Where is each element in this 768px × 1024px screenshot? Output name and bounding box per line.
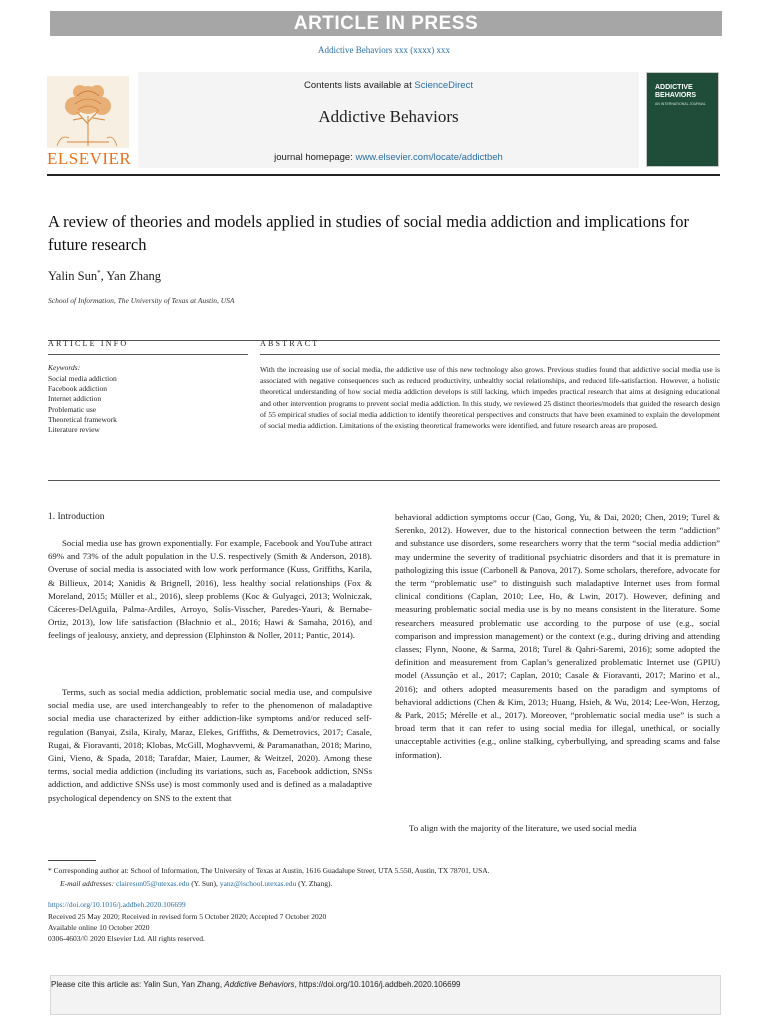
- homepage-line: [138, 152, 639, 163]
- email-line: [48, 878, 728, 889]
- author-separator: ,: [100, 269, 107, 284]
- abstract-bottom-rule: [48, 480, 720, 481]
- section-heading-introduction: 1. Introduction: [48, 512, 105, 522]
- citation-prefix: Please cite this article as: Yalin Sun, Yan Zhang,: [51, 980, 225, 989]
- article-in-press-banner: ARTICLE IN PRESS: [50, 11, 722, 36]
- author-list: [48, 269, 161, 284]
- citation-journal: Addictive Behaviors: [224, 980, 295, 989]
- article-info-rule: [48, 354, 248, 355]
- homepage-link[interactable]: www.elsevier.com/locate/addictbeh: [355, 152, 503, 163]
- header-divider: [47, 174, 720, 176]
- email-owner: (Y. Sun),: [189, 879, 220, 888]
- keyword: Facebook addiction: [48, 384, 107, 394]
- footnote-rule: [48, 860, 96, 861]
- contents-line: [138, 80, 639, 91]
- journal-header: [138, 72, 639, 168]
- citation-box: [50, 975, 721, 1015]
- abstract-text: With the increasing use of social media, the addictive use of this new technology also grows. Previous studies found that addictive social media use is associated with negative consequences such as reduced productivity, unhealthy social relationships, and reduced life-satisfaction. However, a holistic theoretical understanding of how social media addiction develops is still lacking, which impedes practical research that aims at designing educational and other intervention programs to prevent social media addiction. In this study, we reviewed 25 distinct theories/models that guided the research design of 55 empirical studies of social media addiction to identify theoretical perspectives and constructs that have been examined to explain the development of social media addiction. Limitations of the existing theoretical frameworks were identified, and future research areas are proposed.: [260, 365, 720, 431]
- journal-reference[interactable]: Addictive Behaviors xxx (xxxx) xxx: [318, 45, 450, 55]
- copyright-line: 0306-4603/© 2020 Elsevier Ltd. All rights reserved.: [48, 934, 205, 943]
- email-label: E-mail addresses:: [60, 879, 116, 888]
- elsevier-logo[interactable]: [47, 76, 132, 168]
- received-dates: Received 25 May 2020; Received in revised form 5 October 2020; Accepted 7 October 2020: [48, 912, 327, 921]
- doi-link[interactable]: https://doi.org/10.1016/j.addbeh.2020.106699: [48, 900, 186, 909]
- email-link[interactable]: yanz@ischool.utexas.edu: [219, 879, 297, 888]
- citation-doi[interactable]: , https://doi.org/10.1016/j.addbeh.2020.106699: [294, 980, 461, 989]
- keyword: Problematic use: [48, 404, 97, 414]
- author-name[interactable]: Yalin Sun: [48, 269, 98, 284]
- homepage-prefix: journal homepage:: [274, 152, 356, 163]
- keywords-label: Keywords:: [48, 363, 81, 372]
- elsevier-wordmark: ELSEVIER: [47, 149, 132, 168]
- abstract-heading: ABSTRACT: [260, 339, 320, 348]
- paper-title: A review of theories and models applied in studies of social media addiction and implications for future research: [48, 212, 690, 254]
- affiliation: School of Information, The University of Texas at Austin, USA: [48, 296, 235, 305]
- intro-paragraph-2: Terms, such as social media addiction, problematic social media use, and compulsive social media use, are used interchangeably to refer to the phenomenon of maladaptive social media use characterized by either addiction-like symptoms and/or reduced self-regulation (Banyai, Zsila, Kiraly, Maraz, Elekes, Griffiths, & Demetrovics, 2017; Casale, Rugai, & Fioravanti, 2018; Klobas, McGill, Moghavvemi, & Paramanathan, 2018; Marino, Gini, Vieno, & Spada, 2018; Tarafdar, Maier, Laumer, & Weitzel, 2020). Among these terms, social media addiction (including its variations, such as, Facebook addiction, SNSs addiction, and addictive SNSs use) is most commonly used and is defined as a maladaptive psychological dependency on SNS to the extent that: [48, 687, 372, 803]
- info-top-rule: [48, 340, 720, 341]
- corresponding-mark[interactable]: *: [97, 269, 101, 277]
- email-owner: (Y. Zhang).: [296, 879, 333, 888]
- article-info-heading: ARTICLE INFO: [48, 339, 129, 348]
- journal-cover[interactable]: [646, 72, 719, 167]
- citation-text: [51, 980, 460, 989]
- keyword: Theoretical framework: [48, 414, 117, 424]
- intro-paragraph-right-2: To align with the majority of the literature, we used social media: [409, 823, 637, 833]
- intro-paragraph-1: Social media use has grown exponentially. For example, Facebook and YouTube attract 69% and 73% of the adult population in the U.S. respectively (Smith & Anderson, 2018). Overuse of social media is associated with low work performance (Kuss, Griffiths, Karila, & Billieux, 2014; Xanidis & Brignell, 2016), less healthy social relationships (Fox & Moreland, 2015; Müller et al., 2016), sleep problems (Koc & Gulyagci, 2013; Wolniczak, Cáceres-DelAguila, Palma-Ardiles, Arroyo, Solís-Visscher, Paredes-Yauri, & Bernabe-Ortiz, 2013), low life satisfaction (Błachnio et al., 2016; Hawi & Samaha, 2016), and feelings of jealousy, anxiety, and depression (Elphinston & Noller, 2011; Pantic, 2014).: [48, 538, 372, 641]
- author-name[interactable]: Yan Zhang: [106, 269, 162, 284]
- keyword: Social media addiction: [48, 374, 117, 383]
- contents-prefix: Contents lists available at: [304, 80, 415, 91]
- abstract-rule: [260, 354, 720, 355]
- keywords-list: [48, 374, 117, 435]
- corresponding-author-note: * Corresponding author at: School of Information, The University of Texas at Austin, 1616 Guadalupe Street, UTA 5.550, Austin, TX 78701, USA.: [48, 866, 490, 875]
- intro-paragraph-right: behavioral addiction symptoms occur (Cao, Gong, Yu, & Dai, 2020; Chen, 2019; Turel & Serenko, 2012). However, due to the historical connection between the term “addiction” and substance use disorders, some researchers worry that the term “social media addiction” may undermine the severity of traditional psychiatric disorders and that it is premature in pathologizing this issue (Carbonell & Panova, 2017). Some scholars, therefore, advocate for the term “problematic use” to distinguish such maladaptive Internet uses from formal clinical conditions (Caplan, 2010; Lee, Ho, & Lwin, 2017). However, defining and measuring problematic social media use is by no means consistent in the literature. Some researchers measured problematic use according to the purpose of use (e.g., social comparison and impression management) or the context (e.g., during driving and attending classes; Flynn, Noone, & Sarma, 2018; Turel & Qahri-Saremi, 2016); some adopted the definition and measurement from Caplan’s generalized problematic Internet use (GPIU) model (Assunção et al., 2017; Caplan, 2010; Casale & Fioravanti, 2017; Marino et al., 2016); and others adopted measurements based on the paradigm and symptoms of behavioral addictions (Chen & Kim, 2013; Huang, Hsieh, & Wu, 2014; Lee-Won, Herzog, & Park, 2015; Mérelle et al., 2017). Moreover, “problematic social media use” is such a broad term that it can refer to using social media for illegal, unethical, or socially unacceptable activities (e.g., online stalking, cyberbullying, and spreading scams and false information).: [395, 512, 720, 760]
- keyword: Internet addiction: [48, 394, 102, 404]
- journal-title: Addictive Behaviors: [318, 107, 459, 126]
- email-link[interactable]: clairesun05@utexas.edu: [115, 879, 190, 888]
- tree-icon: [47, 76, 129, 148]
- online-date: Available online 10 October 2020: [48, 923, 150, 932]
- cover-subtitle: AN INTERNATIONAL JOURNAL: [655, 102, 706, 106]
- cover-title: ADDICTIVE BEHAVIORS: [655, 84, 697, 99]
- keyword: Literature review: [48, 425, 100, 435]
- sciencedirect-link[interactable]: ScienceDirect: [414, 80, 473, 91]
